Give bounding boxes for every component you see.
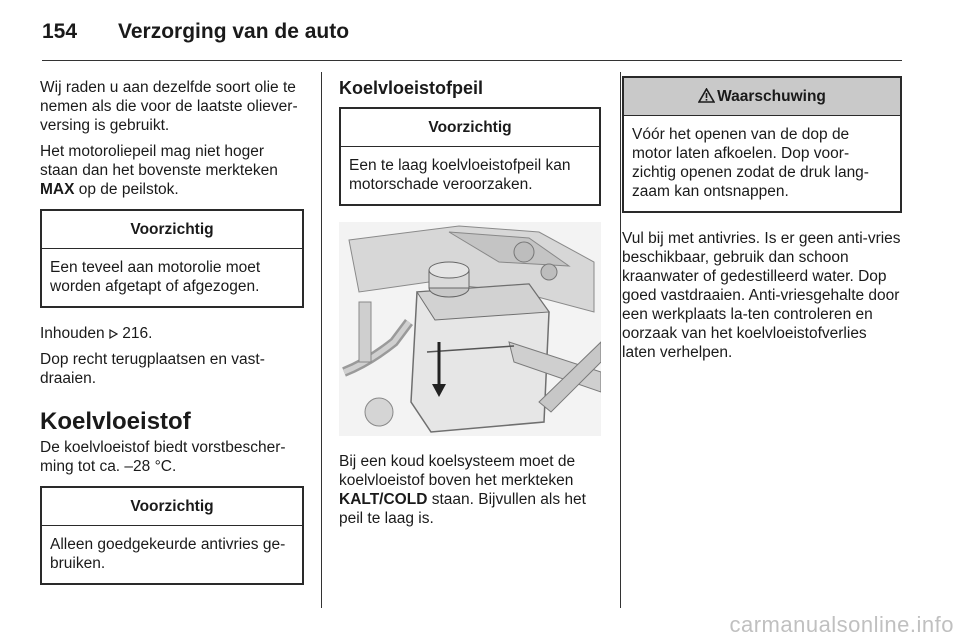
arrow-right-icon[interactable]	[109, 325, 118, 342]
page-header	[42, 16, 902, 60]
warning-title-bar	[624, 78, 900, 116]
section-heading: Koelvloeistof	[40, 408, 191, 435]
column-middle	[339, 75, 601, 535]
warning-triangle-icon	[698, 88, 715, 103]
paragraph: Inhouden 216.	[40, 325, 153, 342]
paragraph: Dop recht terugplaatsen en vast-draaien.	[40, 351, 265, 387]
column-divider	[321, 72, 322, 608]
page-title: Verzorging van de auto	[118, 20, 350, 43]
column-left	[40, 78, 304, 601]
caution-body: Een teveel aan motorolie moet worden afgetapt of afgezogen.	[50, 259, 261, 295]
max-mark: MAX	[40, 181, 75, 198]
caution-title: Voorzichtig	[42, 211, 302, 249]
paragraph: Wij raden u aan dezelfde soort olie te nemen als die voor de laatste oliever-versing is gebruikt.	[40, 79, 298, 134]
paragraph: Bij een koud koelsysteem moet de koelvloeistof boven het merkteken KALT/COLD staan. Bijvullen als het peil te laag is.	[339, 453, 586, 527]
subsection-heading: Koelvloeistofpeil	[339, 78, 484, 98]
kalt-cold-mark: KALT/COLD	[339, 491, 428, 508]
column-divider	[620, 72, 621, 608]
paragraph: Vul bij met antivries. Is er geen anti-vries beschikbaar, gebruik dan schoon kraanwater of gedestilleerd water. Dop goed vastdraaien. Anti-vriesgehalte door een werkplaats la-ten controleren en oorzaak van het koelvloeistofverlies laten verhelpen.	[622, 230, 901, 361]
watermark: carmanualsonline.info	[729, 612, 954, 637]
caution-title: Voorzichtig	[341, 109, 599, 147]
caution-box	[40, 486, 304, 585]
warning-title: Waarschuwing	[717, 88, 826, 105]
paragraph: Het motoroliepeil mag niet hoger staan dan het bovenste merkteken MAX op de peilstok.	[40, 143, 278, 198]
paragraph: De koelvloeistof biedt vorstbescher-ming tot ca. –28 °C.	[40, 439, 286, 475]
column-right	[622, 74, 902, 369]
page-number: 154	[42, 20, 78, 43]
caution-box	[40, 209, 304, 308]
cross-reference-link[interactable]: 216.	[117, 325, 153, 342]
coolant-reservoir-illustration	[339, 222, 601, 436]
caution-body: Alleen goedgekeurde antivries ge-bruiken.	[50, 536, 286, 572]
caution-title: Voorzichtig	[42, 488, 302, 526]
caution-body: Een te laag koelvloeistofpeil kan motorschade veroorzaken.	[349, 157, 571, 193]
caution-box	[339, 107, 601, 206]
warning-body: Vóór het openen van de dop de motor laten afkoelen. Dop voor-zichtig openen zodat de druk lang-zaam kan ontsnappen.	[632, 126, 869, 200]
warning-box	[622, 76, 902, 213]
header-rule	[42, 60, 902, 61]
